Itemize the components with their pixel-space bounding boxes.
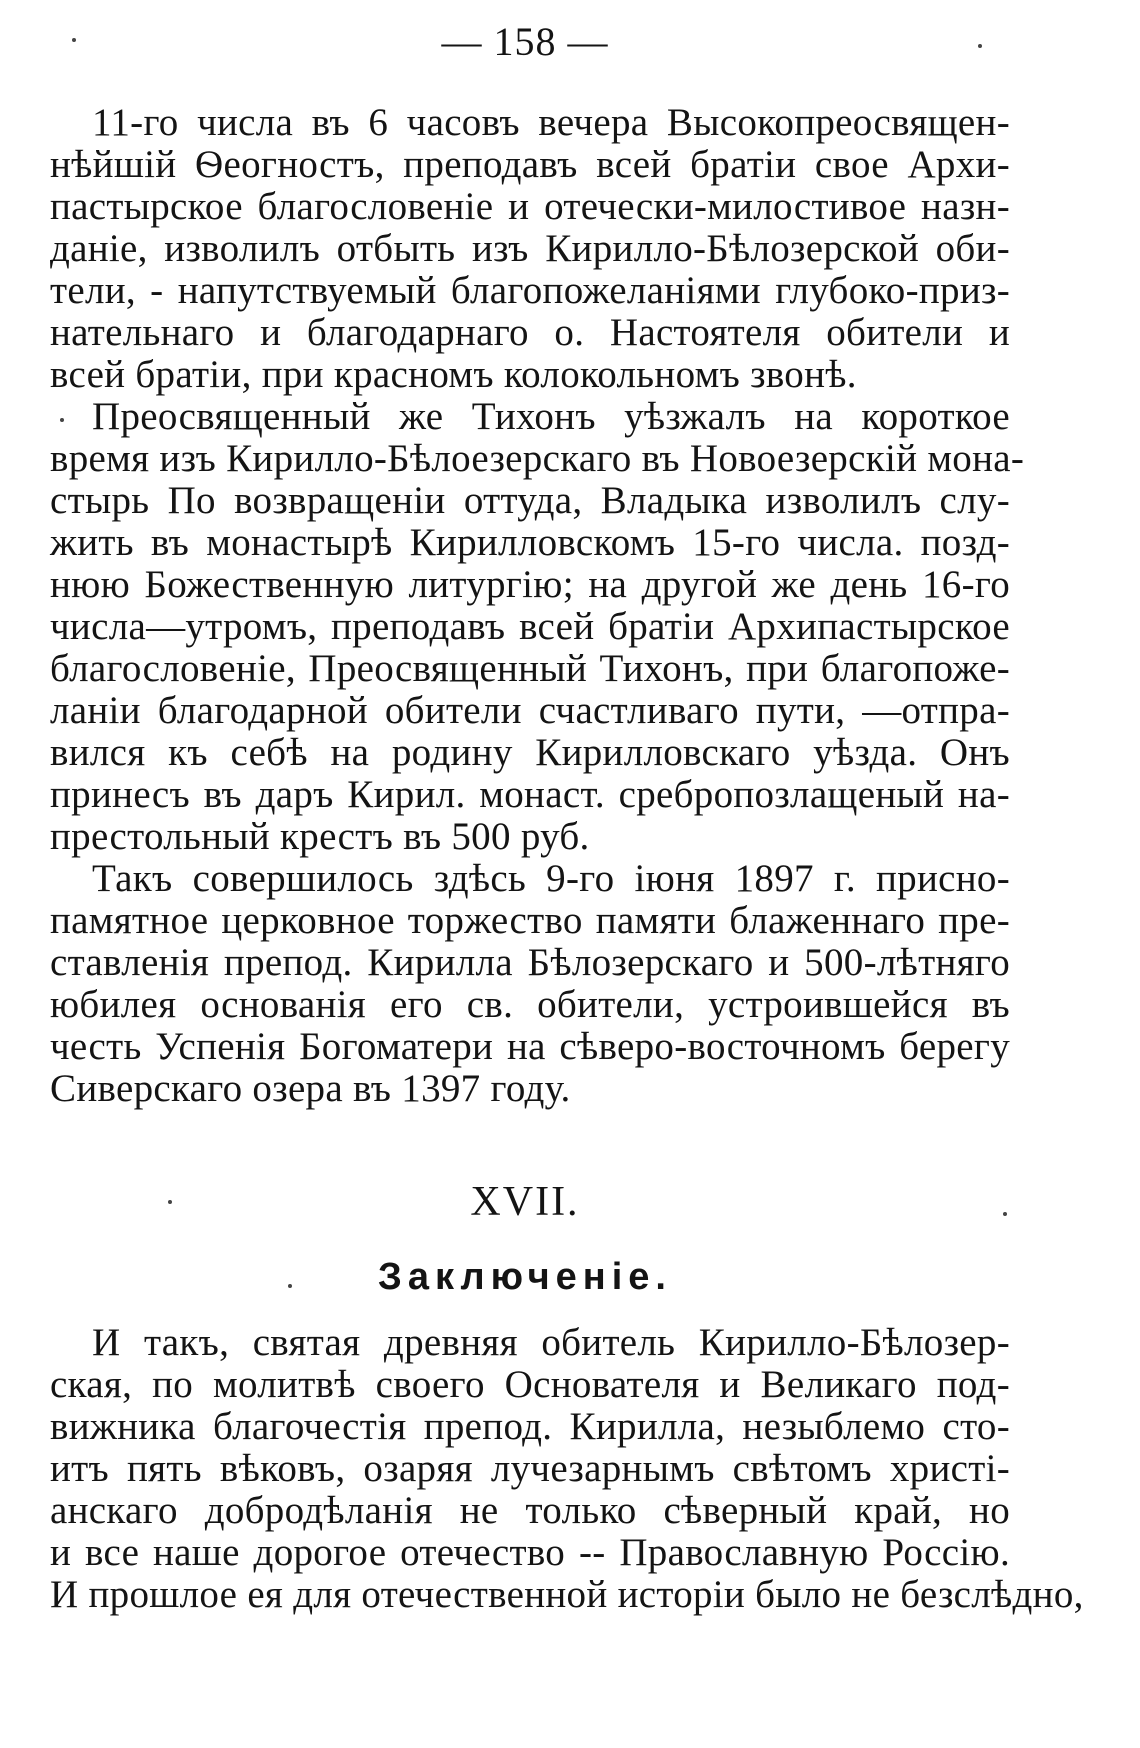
text-line: Преосвященный же Тихонъ уѣзжалъ на короткое [92, 395, 1010, 438]
print-speck [1003, 1212, 1007, 1216]
page-number: — 158 — [441, 19, 609, 64]
print-speck [60, 418, 64, 422]
paragraph-1 [50, 102, 1010, 396]
text-line: Такъ совершилось здѣсь 9-го іюня 1897 г. присно- [92, 857, 1010, 900]
section-title: Заключеніе. [378, 1256, 672, 1298]
text-line: даніе, изволилъ отбыть изъ Кирилло-Бѣлозерской оби- [50, 227, 1010, 270]
text-line: 11-го числа въ 6 часовъ вечера Высокопреосвящен- [92, 101, 1010, 144]
print-speck [168, 1200, 172, 1204]
text-line: престольный крестъ въ 500 руб. [50, 815, 590, 858]
text-line: ставленія препод. Кирилла Бѣлозерскаго и 500-лѣтняго [50, 941, 1010, 984]
text-line: и все наше дорогое отечество -- Православную Россію. [50, 1531, 1010, 1574]
print-speck [288, 1284, 292, 1288]
text-line: нюю Божественную литургію; на другой же день 16-го [50, 563, 1010, 606]
text-line: пастырское благословеніе и отечески-милостивое назн- [50, 185, 1010, 228]
text-line: вился къ себѣ на родину Кирилловскаго уѣзда. Онъ [50, 731, 1010, 774]
text-line: И прошлое ея для отечественной исторіи было не безслѣдно, [50, 1573, 1084, 1616]
text-line: вижника благочестія препод. Кирилла, незыблемо сто- [50, 1405, 1010, 1448]
text-line: ская, по молитвѣ своего Основателя и Великаго под- [50, 1363, 1010, 1406]
text-line: стырь По возвращеніи оттуда, Владыка изволилъ слу- [50, 479, 1010, 522]
text-line: Сиверскаго озера въ 1397 году. [50, 1067, 571, 1110]
text-line: юбилея основанія его св. обители, устроившейся въ [50, 983, 1010, 1026]
text-line: ланіи благодарной обители счастливаго пути, —отпра- [50, 689, 1010, 732]
section-number: XVII. [470, 1179, 580, 1225]
paragraph-3 [50, 858, 1010, 1110]
text-line: итъ пять вѣковъ, озаряя лучезарнымъ свѣтомъ христі- [50, 1447, 1010, 1490]
text-line: памятное церковное торжество памяти блаженнаго пре- [50, 899, 1010, 942]
text-line: жить въ монастырѣ Кирилловскомъ 15-го числа. позд- [50, 521, 1010, 564]
text-line: всей братіи, при красномъ колокольномъ звонѣ. [50, 353, 857, 396]
paragraph-2 [50, 395, 1025, 858]
text-line: числа—утромъ, преподавъ всей братіи Архипастырское [50, 605, 1010, 648]
text-line: И такъ, святая древняя обитель Кирилло-Бѣлозер- [92, 1321, 1010, 1364]
print-speck [72, 38, 76, 42]
text-line: принесъ въ даръ Кирил. монаст. сребропозлащеный на- [50, 773, 1010, 816]
print-speck [978, 44, 982, 48]
paragraph-4 [50, 1321, 1084, 1616]
text-line: нѣйшій Ѳеогностъ, преподавъ всей братіи свое Архи- [50, 143, 1010, 186]
text-line: анскаго добродѣланія не только сѣверный край, но [50, 1489, 1010, 1532]
text-line: нательнаго и благодарнаго о. Настоятеля обители и [50, 311, 1010, 354]
text-line: тели, - напутствуемый благопожеланіями глубоко-приз- [50, 269, 1010, 312]
text-line: благословеніе, Преосвященный Тихонъ, при благопоже- [50, 647, 1010, 690]
text-line: честь Успенія Богоматери на сѣверо-восточномъ берегу [50, 1025, 1010, 1068]
text-line: время изъ Кирилло-Бѣлоезерскаго въ Новоезерскій мона- [50, 437, 1025, 480]
